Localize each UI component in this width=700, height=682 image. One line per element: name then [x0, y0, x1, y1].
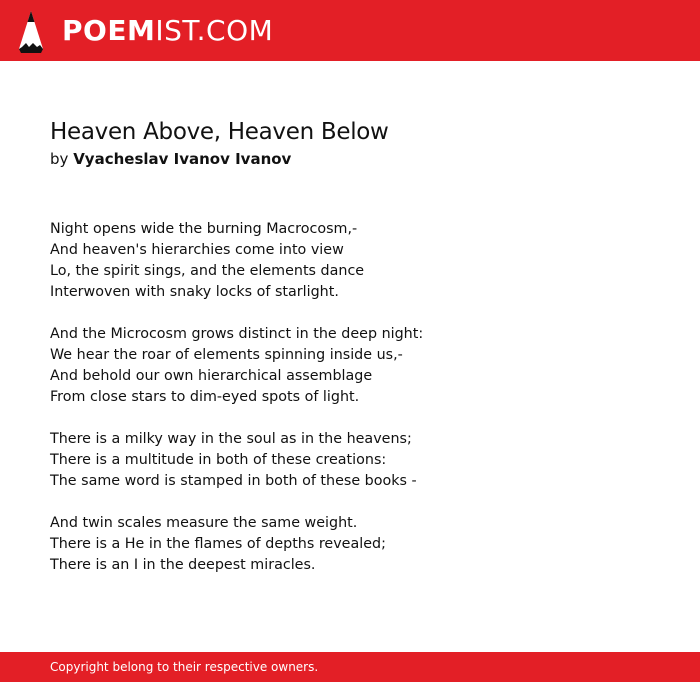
poem-title: Heaven Above, Heaven Below: [50, 119, 389, 145]
logo-bold-text: POEM: [62, 14, 156, 47]
poem-line: Lo, the spirit sings, and the elements dance: [50, 263, 365, 279]
poem-content: [50, 116, 670, 597]
site-header: [0, 0, 700, 61]
poem-line: And behold our own hierarchical assemblage: [50, 368, 373, 384]
poem-author: Vyacheslav Ivanov Ivanov: [73, 150, 292, 168]
by-label: by: [50, 150, 69, 168]
poem-line: There is an I in the deepest miracles.: [50, 557, 316, 573]
stanza: [50, 219, 670, 303]
copyright-text: Copyright belong to their respective owners.: [50, 660, 319, 674]
poem-line: Interwoven with snaky locks of starlight.: [50, 284, 339, 300]
site-logo-text: [62, 9, 273, 53]
stanza: [50, 429, 670, 492]
site-footer: [0, 652, 700, 682]
poem-line: And heaven's hierarchies come into view: [50, 242, 344, 258]
poem-line: And the Microcosm grows distinct in the deep night:: [50, 326, 424, 342]
site-logo-link[interactable]: [18, 9, 273, 53]
poem-body: [50, 219, 670, 576]
poem-line: There is a He in the flames of depths revealed;: [50, 536, 386, 552]
poem-line: The same word is stamped in both of these books -: [50, 473, 417, 489]
poem-line: From close stars to dim-eyed spots of light.: [50, 389, 360, 405]
poem-line: Night opens wide the burning Macrocosm,-: [50, 221, 358, 237]
pencil-icon: [18, 9, 44, 53]
logo-light-text: IST.COM: [155, 14, 274, 47]
stanza: [50, 513, 670, 576]
poem-line: There is a multitude in both of these creations:: [50, 452, 387, 468]
stanza: [50, 324, 670, 408]
poem-line: There is a milky way in the soul as in the heavens;: [50, 431, 412, 447]
poem-line: And twin scales measure the same weight.: [50, 515, 358, 531]
poem-byline: [50, 148, 670, 170]
poem-line: We hear the roar of elements spinning inside us,-: [50, 347, 403, 363]
